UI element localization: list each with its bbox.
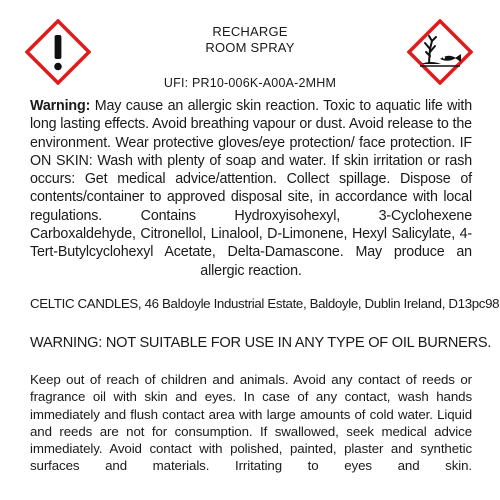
- product-name-line1: RECHARGE: [212, 24, 288, 39]
- oil-burner-warning: WARNING: NOT SUITABLE FOR USE IN ANY TYPE OF OIL BURNERS.: [30, 335, 492, 351]
- exclamation-mark-icon: [25, 19, 91, 85]
- ghs-environment-pictogram: [407, 19, 473, 85]
- manufacturer-address: CELTIC CANDLES, 46 Baldoyle Industrial Estate, Baldoyle, Dublin Ireland, D13pc98: [30, 296, 500, 311]
- hazard-warning-paragraph: [30, 97, 472, 280]
- ufi-code: UFI: PR10-006K-A00A-2MHM: [163, 76, 337, 90]
- care-instructions-paragraph: Keep out of reach of children and animals. Avoid any contact of reeds or fragrance oil with skin and eyes. In case of any contact, wash hands immediately and flush contact area with large amounts of cold water. Liquid and reeds are not for consumption. If swallowed, seek medical advice immediately. Avoid contact with polished, painted, plaster and synthetic surfaces and materials. Irritating to eyes and skin.: [30, 372, 472, 474]
- product-title: [120, 24, 380, 56]
- warning-lead: Warning:: [30, 98, 91, 114]
- product-name-line2: ROOM SPRAY: [205, 40, 295, 55]
- ghs-exclamation-pictogram: [25, 19, 91, 85]
- environment-hazard-icon: [407, 19, 473, 85]
- warning-text: May cause an allergic skin reaction. Toxic to aquatic life with long lasting effects. Avoid breathing vapour or dust. Avoid release to the environment. Wear protective gloves/eye protection/ face protection. IF ON SKIN: Wash with plenty of soap and water. If skin irritation or rash occurs: Get medical advice/attention. Collect spillage. Dispose of contents/container to approved disposal site, in accordance with local regulations. Contains Hydroxyisohexyl, 3-Cyclohexene Carboxaldehyde, Citronellol, Linalool, D-Limonene, Hexyl Salicylate, 4-Tert-Butylcyclohexyl Acetate, Delta-Damascone. May produce an allergic reaction.: [30, 98, 472, 279]
